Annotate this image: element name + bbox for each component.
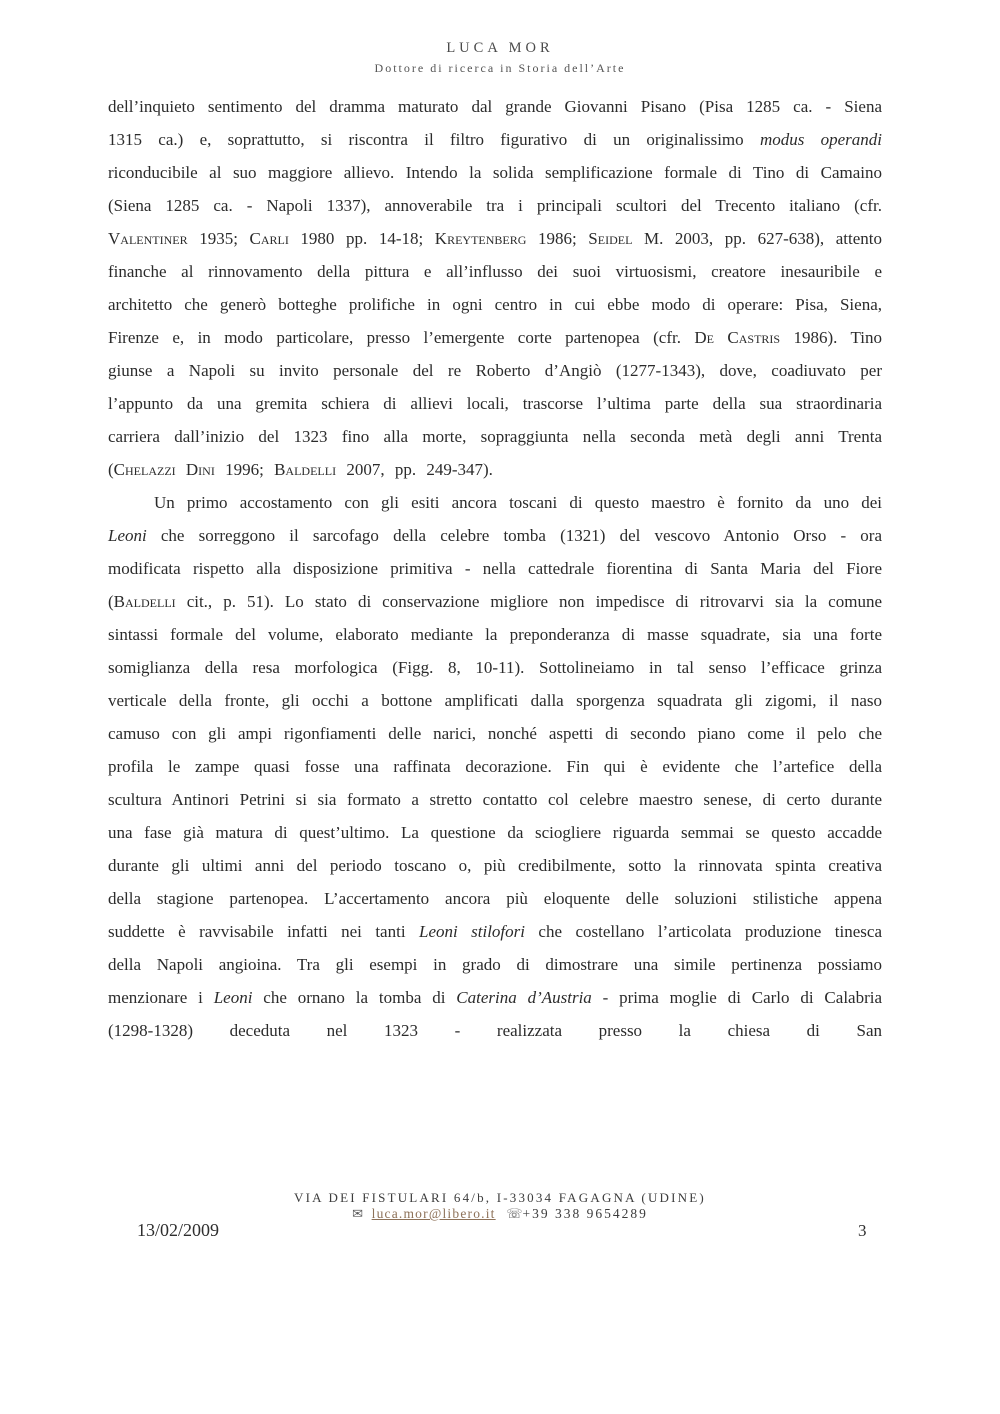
- body-paragraph: dell’inquieto sentimento del dramma maturato dal grande Giovanni Pisano (Pisa 1285 ca. - Siena 1315 ca.) e, soprattutto, si riscontra il filtro figurativo di un originalissimo modus operandi riconducibile al suo maggiore allievo. Intendo la solida semplificazione formale di Tino di Camaino (Siena 1285 ca. - Napoli 1337), annoverabile tra i principali scultori del Trecento italiano (cfr. Valentiner 1935; Carli 1980 pp. 14-18; Kreytenberg 1986; Seidel M. 2003, pp. 627-638), attento finanche al rinnovamento della pittura e all’influsso dei suoi virtuosismi, creatore inesauribile e architetto che generò botteghe prolifiche in ogni centro in cui ebbe modo di operare: Pisa, Siena, Firenze e, in modo particolare, presso l’emergente corte partenopea (cfr. De Castris 1986). Tino giunse a Napoli su invito personale del re Roberto d’Angiò (1277-1343), dove, coadiuvato per l’appunto da una gremita schiera di allievi locali, trascorse l’ultima parte della sua straordinaria carriera dall’inizio del 1323 fino alla morte, sopraggiunta nella seconda metà degli anni Trenta (Chelazzi Dini 1996; Baldelli 2007, pp. 249-347).: [108, 97, 882, 479]
- body-paragraph: Un primo accostamento con gli esiti ancora toscani di questo maestro è fornito da uno dei Leoni che sorreggono il sarcofago della celebre tomba (1321) del vescovo Antonio Orso - ora modificata rispetto alla disposizione primitiva - nella cattedrale fiorentina di Santa Maria del Fiore (Baldelli cit., p. 51). Lo stato di conservazione migliore non impedisce di ritrovarvi sia la comune sintassi formale del volume, elaborato mediante la preponderanza di masse squadrate, sia una forte somiglianza della resa morfologica (Figg. 8, 10-11). Sottolineiamo in tal senso l’efficace grinza verticale della fronte, gli occhi a bottone amplificati dalla sporgenza squadrata gli zigomi, il naso camuso con gli ampi rigonfiamenti delle narici, nonché aspetti di secondo piano come il pelo che profila le zampe quasi fosse una raffinata decorazione. Fin qui è evidente che l’artefice della scultura Antinori Petrini si sia formato a stretto contatto col celebre maestro senese, di certo durante una fase già matura di quest’ultimo. La questione da sciogliere riguarda semmai se questo accadde durante gli ultimi anni del periodo toscano o, più credibilmente, sotto la rinnovata spinta creativa della stagione partenopea. L’accertamento ancora più eloquente delle soluzioni stilistiche appena suddette è ravvisabile infatti nei tanti Leoni stilofori che costellano l’articolata produzione tinesca della Napoli angioina. Tra gli esempi in grado di dimostrare una simile pertinenza possiamo menzionare i Leoni che ornano la tomba di Caterina d’Austria - prima moglie di Carlo di Calabria (1298-1328) deceduta nel 1323 - realizzata presso la chiesa di San: [108, 493, 883, 1040]
- telephone-icon: ☏: [506, 1207, 523, 1222]
- envelope-icon: ✉: [352, 1207, 364, 1222]
- header-author-title: Dottore di ricerca in Storia dell’Arte: [374, 61, 626, 75]
- header-author-name: LUCA MOR: [446, 40, 554, 56]
- footer-address: VIA DEI FISTULARI 64/b, I-33034 FAGAGNA (UDINE): [294, 1190, 706, 1205]
- footer-date: 13/02/2009: [137, 1220, 220, 1240]
- body-text: [108, 90, 882, 1047]
- page-number: 3: [858, 1221, 867, 1240]
- email-link[interactable]: luca.mor@libero.it: [371, 1206, 496, 1221]
- phone-number: +39 338 9654289: [522, 1206, 648, 1221]
